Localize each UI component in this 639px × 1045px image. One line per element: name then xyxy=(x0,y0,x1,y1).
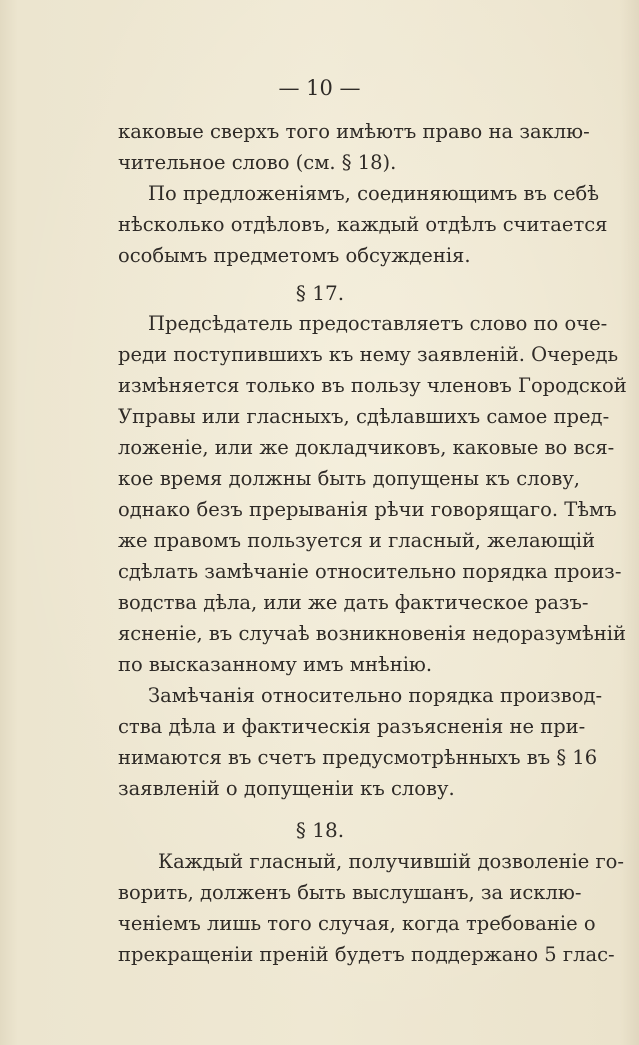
text-line: ства дѣла и фактическія разъясненія не при- xyxy=(118,715,586,738)
text-line: особымъ предметомъ обсужденія. xyxy=(118,244,471,267)
text-line: нимаются въ счетъ предусмотрѣнныхъ въ § 16 xyxy=(118,746,598,769)
text-line: прекращеніи преній будетъ поддержано 5 глас- xyxy=(118,943,615,966)
text-line: чительное слово (см. § 18). xyxy=(118,151,397,174)
text-line: кое время должны быть допущены къ слову, xyxy=(118,467,580,490)
text-line: ясненіе, въ случаѣ возникновенія недоразумѣній xyxy=(118,622,626,645)
section-heading-17: § 17. xyxy=(295,281,345,305)
text-line: Каждый гласный, получившій дозволеніе го- xyxy=(158,850,625,873)
text-line: Предсѣдатель предоставляетъ слово по оче- xyxy=(148,312,608,335)
page-number: — 10 — xyxy=(278,76,361,100)
text-line: измѣняется только въ пользу членовъ Городской xyxy=(118,374,627,397)
text-line: ченіемъ лишь того случая, когда требованіе о xyxy=(118,912,596,935)
text-line: водства дѣла, или же дать фактическое разъ- xyxy=(118,591,589,614)
section-heading-18: § 18. xyxy=(295,818,345,842)
text-line: нѣсколько отдѣловъ, каждый отдѣлъ считается xyxy=(118,213,608,236)
text-line: по высказанному имъ мнѣнію. xyxy=(118,653,433,676)
text-line: реди поступившихъ къ нему заявленій. Очередь xyxy=(118,343,619,366)
text-line: каковые сверхъ того имѣютъ право на заклю- xyxy=(118,120,590,143)
text-line: ложеніе, или же докладчиковъ, каковые во вся- xyxy=(118,436,615,459)
text-line: По предложеніямъ, соединяющимъ въ себѣ xyxy=(148,182,600,205)
text-line: ворить, долженъ быть выслушанъ, за исклю- xyxy=(118,881,582,904)
text-line: заявленій о допущеніи къ слову. xyxy=(118,777,455,800)
text-line: Управы или гласныхъ, сдѣлавшихъ самое пред- xyxy=(118,405,610,428)
text-line: Замѣчанія относительно порядка производ- xyxy=(148,684,603,707)
text-line: сдѣлать замѣчаніе относительно порядка произ- xyxy=(118,560,622,583)
text-line: однако безъ прерыванія рѣчи говорящаго. Тѣмъ xyxy=(118,498,617,521)
text-line: же правомъ пользуется и гласный, желающій xyxy=(118,529,595,552)
